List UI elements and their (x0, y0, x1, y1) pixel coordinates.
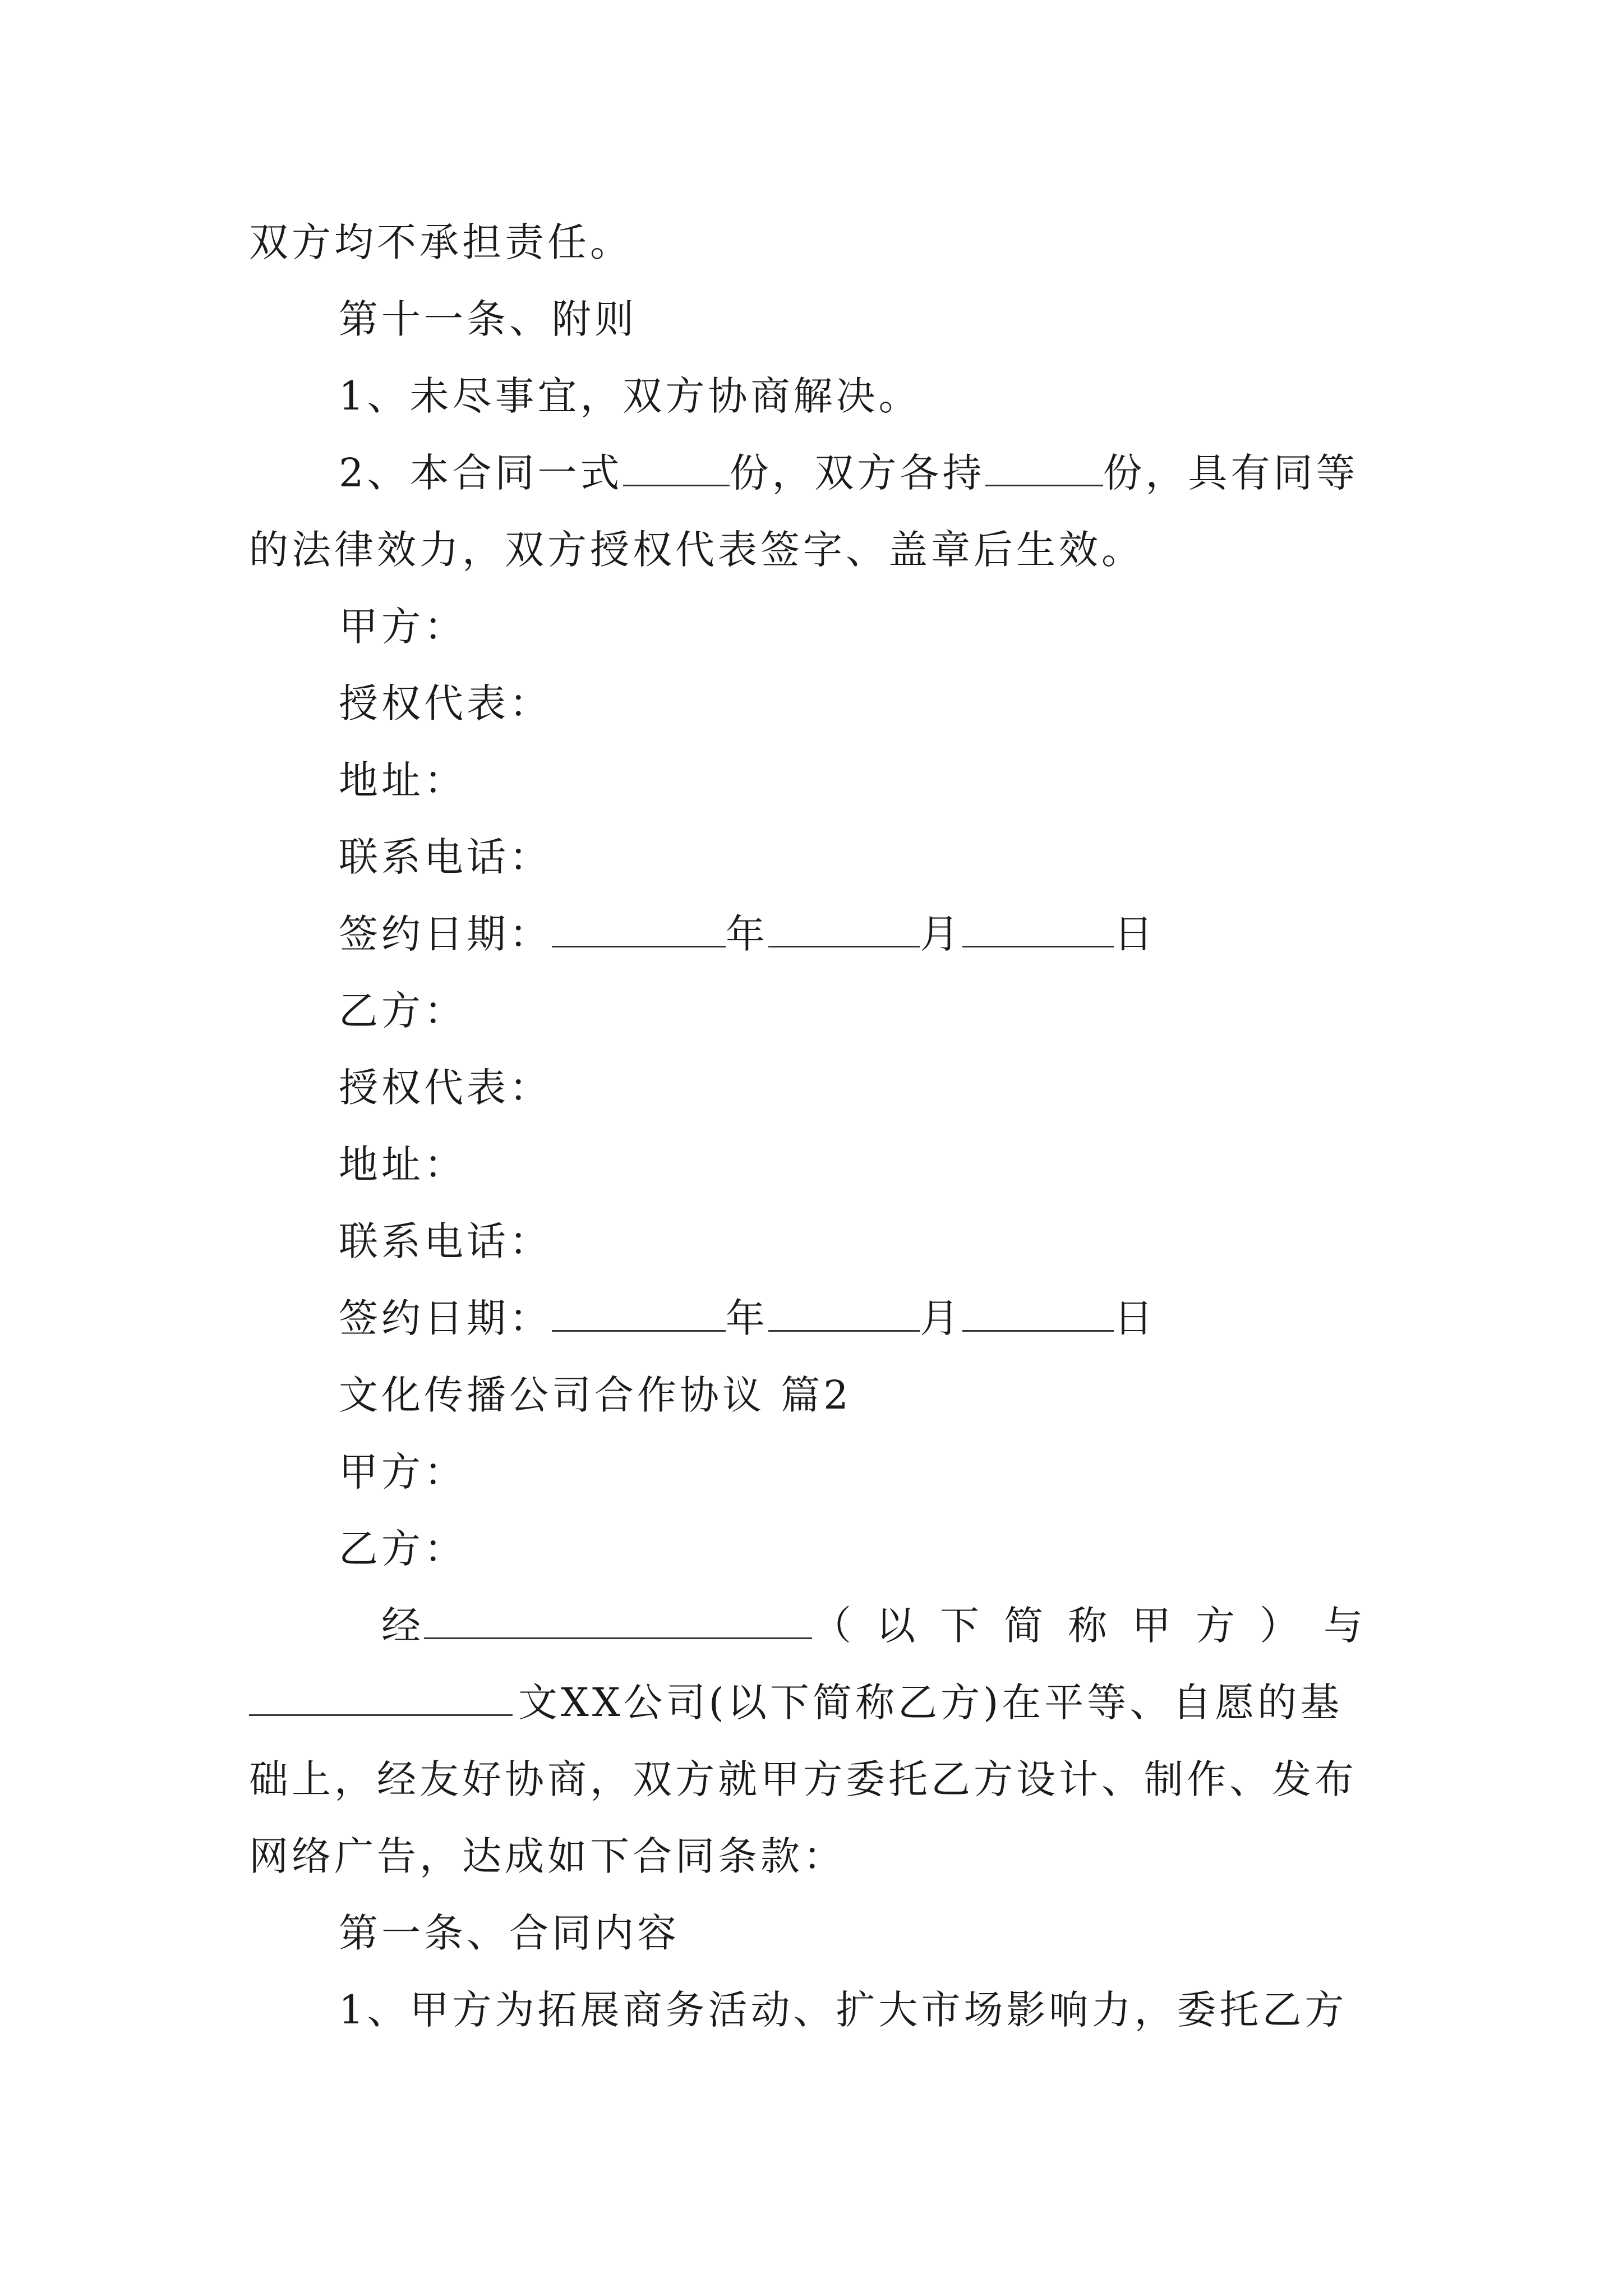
section-heading: 第一条、合同内容 (339, 1910, 680, 1956)
section-heading: 第十一条、附则 (339, 296, 637, 342)
text-segment: 2、本合同一式 (339, 450, 623, 496)
text-line: 1、甲方为拓展商务活动、扩大市场影响力，委托乙方 (339, 1987, 1348, 2033)
address-label: 地址： (339, 757, 467, 803)
sign-date-line (339, 1290, 1387, 1346)
party-a-label: 甲方： (339, 1449, 467, 1495)
text-line: 双方均不承担责任。 (249, 219, 633, 265)
text-segment: 年 (726, 911, 768, 957)
representative-label: 授权代表： (339, 680, 552, 726)
fill-blank (249, 1675, 513, 1716)
text-segment: 月 (920, 1295, 962, 1341)
address-label: 地址： (339, 1142, 467, 1188)
text-line: 网络广告，达成如下合同条款： (249, 1833, 846, 1879)
fill-blank (768, 1291, 920, 1332)
text-segment: 份，具有同等 (1103, 450, 1359, 496)
text-segment: 签约日期： (339, 1295, 552, 1341)
fill-blank (962, 1291, 1114, 1332)
phone-label: 联系电话： (339, 1218, 552, 1264)
fill-blank (424, 1598, 812, 1639)
text-segment: （以下简称甲方）与 (812, 1603, 1387, 1649)
text-line: 础上，经友好协商，双方就甲方委托乙方设计、制作、发布 (249, 1756, 1357, 1802)
phone-label: 联系电话： (339, 834, 552, 880)
text-line: 的法律效力，双方授权代表签字、盖章后生效。 (249, 527, 1144, 573)
fill-blank (768, 907, 920, 947)
fill-blank (985, 445, 1103, 486)
text-line (249, 1674, 1387, 1731)
text-segment: 文XX公司(以下简称乙方)在平等、自愿的基 (518, 1680, 1343, 1726)
text-segment: 年 (726, 1295, 768, 1341)
fill-blank (552, 907, 726, 947)
text-line (339, 445, 1387, 501)
text-segment: 月 (920, 911, 962, 957)
text-line: 1、未尽事宜，双方协商解决。 (339, 373, 921, 419)
agreement-title: 文化传播公司合作协议 篇2 (339, 1372, 852, 1418)
fill-blank (962, 907, 1114, 947)
sign-date-line (339, 906, 1387, 962)
representative-label: 授权代表： (339, 1065, 552, 1111)
text-segment: 份，双方各持 (729, 450, 985, 496)
text-line (381, 1598, 1387, 1654)
text-segment: 日 (1114, 1295, 1156, 1341)
party-a-label: 甲方： (339, 604, 467, 650)
text-segment: 签约日期： (339, 911, 552, 957)
text-segment: 经 (381, 1603, 424, 1649)
party-b-label: 乙方： (339, 1526, 467, 1572)
text-segment: 日 (1114, 911, 1156, 957)
party-b-label: 乙方： (339, 988, 467, 1034)
fill-blank (552, 1291, 726, 1332)
fill-blank (623, 445, 730, 486)
